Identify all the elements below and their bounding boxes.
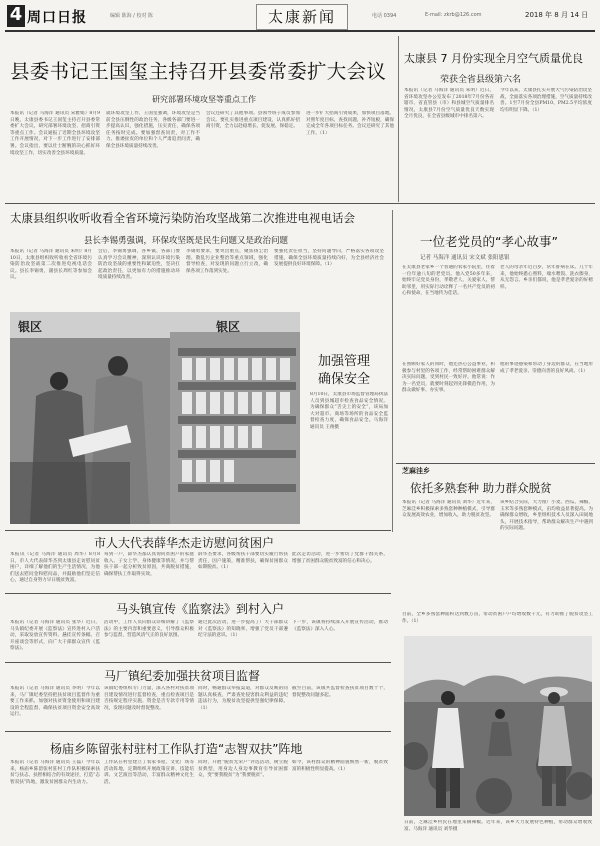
zhishan-kicker: 芝麻洼乡	[402, 467, 430, 475]
mage-body-col-2: 该镇纪委组织专门力量，深入各村对扶贫项目建设情况进行监督检查，重点检查项目是否按规定程序实施、资金是否专款专用等情况，发现问题及时督促整改。	[104, 686, 194, 711]
second-body-col-1: 本报讯（记者 马海洋 通讯员 朱明）8月10日，太康县组织收听收看全省环境污染防治攻坚战第二次推进电视电话会议。县长李锡勇，副县长周红等参加会议。	[10, 249, 92, 281]
store-sign: 银区	[18, 320, 43, 334]
lead-deck: 研究部署环境攻坚等重点工作	[152, 95, 256, 104]
section-rule	[5, 593, 391, 594]
second-body-col-2: 会后，李锡勇强调，各乡镇、各部门要认真学习会议精神，深刻认识环境污染防治攻坚战的重要性和紧迫性，坚决扛起政治责任，以更加有力的措施推动环境质量持续改善。	[98, 249, 180, 281]
mage-headline: 马厂镇纪委加强扶贫项目监督	[104, 669, 261, 683]
side-top-headline: 太康县 7 月份实现全月空气质量优良	[404, 52, 583, 65]
email: E-mail: zkrb@126.com	[425, 12, 482, 18]
matou-body-col-4: 下一步，该镇将持续深入开展宣传活动，推动《监察法》深入人心。	[292, 620, 388, 632]
zhishan-body-col-1: 本报讯（记者 马海洋 通讯员 刘华）近年来，芝麻洼乡积极探索多熟套种种植模式，引导群众发展高效农业，增加收入，助力脱贫攻坚。	[402, 500, 495, 519]
lead-headline: 县委书记王国玺主持召开县委常委扩大会议	[10, 60, 387, 83]
editor-line: 编辑 陈海 / 校对 陈	[110, 13, 154, 19]
side-top-subhead: 荣获全省县级第六名	[440, 75, 522, 85]
mage-body-col-3: 同时，畅通群众举报渠道，对群众反映的问题认真核查，严肃查处侵害群众利益的违纪违法行为，为脱贫攻坚提供坚强纪律保障。（1）	[198, 686, 288, 711]
farm-photo-caption: 日前，芝麻洼乡村民在地里采摘辣椒。近年来，该乡大力发展特色种植，带动群众增收致富。马海洋 通讯员 刘华摄	[404, 820, 592, 832]
second-body-col-3: 李锡勇要求，要突出重点，聚焦扬尘治理、散乱污企业整治等重点领域，强化督导检查，对发现的问题立行立改，确保各项工作落到实处。	[186, 249, 268, 274]
lead-body-col-4: 进一步扩大招商引资成果，加快项目落地。对照年度目标，查找问题，补齐短板，确保完成全年各项目标任务。会议还研究了其他工作。（1）	[306, 111, 394, 136]
party-headline: 一位老党员的“孝心故事”	[420, 234, 558, 249]
feature-title-line-2: 确保安全	[318, 372, 371, 387]
party-body-col-3: 在照顾好家人的同时，他还热心公益事业，积极参与村里的各项工作，经常帮助困难群众解决实际问题，受到村民一致好评。他常说：作为一名党员，就要时刻起到先锋模范作用，为群众做好事、办实事。	[402, 362, 495, 394]
store-sign-2: 银区	[216, 320, 241, 334]
section-rule	[396, 463, 595, 464]
yangmiao-body-col-1: 本报讯（记者 马海洋 通讯员 王磊）今年以来，杨庙乡陈留张村驻村工作队积极探索扶贫与扶志、扶智相结合的有效途径，打造“志智双扶”阵地，激发贫困群众内生动力。	[10, 760, 100, 785]
yangmiao-body-col-3: 同时，开展“脱贫光荣户”评选活动，树立脱贫典型，用身边人身边事教育引导贫困群众，变“要我脱贫”为“我要脱贫”。	[198, 760, 288, 779]
mage-body-col-4: 截至目前，该镇共监督检查扶贫项目数十个，督促整改问题多起。	[292, 686, 388, 698]
party-body-col-1: 在太康县老家乡一个普通的农家小院里，住着一位年逾八旬的老党员。他入党50多年来，始终牢记党员身份，孝敬老人、关爱家人、帮助邻里，用实际行动诠释了一名共产党员的初心和使命，在当地传为佳话。	[402, 265, 495, 297]
yangmiao-body-col-2: 工作队在村里建立了农家书屋、文化广场等活动阵地，定期组织开展政策宣讲、技能培训、文艺演出等活动，丰富群众精神文化生活。	[104, 760, 194, 785]
npc-body-col-2: 每到一户，薛华杰都认真询问贫困户的家庭收入、子女上学、身体健康等情况，并与帮扶干部一起分析致贫原因，共商脱贫措施，确保帮扶工作取得实效。	[104, 552, 194, 577]
side-top-body-col-1: 本报讯（记者 马海洋 通讯员 朱明）近日，省环境攻坚办公室发布了2018年7月份各省辖市、省直管县（市）和县城空气质量排名情况，太康县7月份空气质量优良天数实现全月优良，在全省县级城市中排名第六。	[404, 88, 494, 120]
page-number: 4	[9, 4, 23, 25]
date: 2018 年 8 月 14 日	[525, 11, 589, 19]
section-rule	[396, 203, 595, 204]
lead-body-col-2: 就环境攻坚工作，王国玺强调，环境攻坚是当前全县压倒性的政治任务，各级各部门要进一步提高认识，强化措施，压实责任，确保各项任务按时完成。要加强督查问责，对工作不力、推诿扯皮的单位和个人严肃追责问责，确保全县环境质量持续改善。	[106, 111, 200, 149]
zhishan-body-col-3: 目前，全乡多熟套种面积达到数万亩，带动贫困户户均增收数千元，有力助推了脱贫攻坚工作。（1）	[402, 612, 593, 624]
farm-scene	[404, 636, 592, 816]
farm-photo	[404, 636, 592, 816]
yangmiao-body-col-4: 如今，该村群众的精神面貌焕然一新，脱贫致富的积极性明显提高。（1）	[292, 760, 388, 772]
masthead-rule	[5, 30, 595, 32]
npc-body-col-3: 薛华杰要求，各级帮扶干部要切实履行帮扶责任，因户施策，精准帮扶，确保贫困群众如期脱贫。（1）	[198, 552, 288, 571]
second-body-col-4: 要强化责任担当，坚持问题导向，严格落实各项攻坚措施，确保全县环境质量持续向好，为全县经济社会发展提供良好环境保障。（1）	[274, 249, 384, 268]
second-subhead: 县长李锡勇强调，环保攻坚既是民生问题又是政治问题	[84, 236, 289, 246]
party-body-col-2: 老人的母亲年近百岁，常年卧病在床。几十年来，他始终悉心照料，端水喂饭、洗衣擦身，从无怨言。乡亲们都说，他是孝老爱亲的好榜样。	[500, 265, 593, 290]
matou-body-col-3: 通过此次活动，进一步提高了广大干部群众对《监察法》的知晓率，增强了党员干部遵纪守法的意识。（1）	[198, 620, 288, 639]
npc-body-col-1: 本报讯（记者 马海洋 通讯员 周华）8月8日，市人大代表薛华杰到太康县走访慰问贫困户，详细了解他们的生产生活情况，为他们送去慰问金和慰问品，并鼓励他们坚定信心，通过自身努力早日脱贫致富。	[10, 552, 100, 584]
feature-caption: 8月10日，太康县市场监督管理局执法人员到县城超市检查食品安全情况。为确保群众“舌尖上的安全”，该局加大对超市、商场等场所的食品安全监督检查力度，确保食品安全。马海洋 通讯员 王俊摄	[310, 392, 388, 430]
lead-body-col-1: 本报讯（记者 马海洋 通讯员 宋雅娟）8月9日晚，太康县委书记王国玺主持召开县委常委扩大会议，研究部署环境攻坚、招商引资等重点工作。会议通报了近期全县环境攻坚工作开展情况，对下一步工作进行了安排部署。会议指出，要以壮士断腕的决心抓好环境攻坚工作，切实改善全县环境质量。	[10, 111, 100, 156]
matou-body-col-2: 活动中，工作人员向群众详细讲解了《监察法》的主要内容和重要意义，引导群众积极参与监督，营造风清气正的良好氛围。	[104, 620, 194, 639]
section-rule	[5, 530, 391, 531]
feature-title-line-1: 加强管理	[318, 354, 371, 369]
zhishan-headline: 依托多熟套种 助力群众脱贫	[410, 481, 552, 495]
section-title: 太康新闻	[267, 8, 336, 26]
phone: 电话 0394	[372, 13, 397, 19]
matou-body-col-1: 本报讯（记者 马海洋 通讯员 张华）近日，马头镇纪委开展《监察法》宣传进村入户活动，采取发放宣传资料、悬挂宣传条幅、召开座谈会等形式，向广大干部群众宣传《监察法》。	[10, 620, 100, 652]
party-body-col-4: 他的事迹感染和带动了身边的群众，在当地形成了孝老爱亲、崇德向善的良好风尚。（1）	[500, 362, 593, 374]
zhishan-body-col-2: 该乡结合实际，大力推广小麦、西瓜、辣椒、玉米等多熟套种模式，亩均收益显著提高。为确保群众增收，乡里组织技术人员深入田间地头，开展技术指导，帮助群众解决生产中遇到的实际问题。	[500, 500, 593, 532]
second-headline: 太康县组织收听收看全省环境污染防治攻坚战第二次推进电视电话会	[10, 211, 355, 225]
paper-name: 周口日报	[27, 10, 87, 26]
npc-body-col-4: 此次走访活动，进一步密切了党群干群关系，增强了贫困群众脱贫致富的信心和决心。	[292, 552, 388, 564]
supermarket-photo	[10, 312, 300, 524]
matou-headline: 马头镇宣传《监察法》到村入户	[116, 602, 285, 616]
mage-body-col-1: 本报讯（记者 马海洋 通讯员 李明）今年以来，马厂镇纪委坚持把扶贫项目监督作为重要工作来抓，加强对扶贫资金使用和项目建设的全程监督，确保扶贫项目资金安全高效运行。	[10, 686, 100, 718]
yangmiao-headline: 杨庙乡陈留张村驻村工作队打造“志智双扶”阵地	[50, 742, 303, 756]
column-divider	[398, 36, 399, 202]
column-divider	[392, 210, 393, 532]
party-byline: 记者 马海洋 通讯员 宋文斌 张阳恩银	[420, 255, 510, 261]
npc-headline: 市人大代表薛华杰走访慰问贫困户	[94, 536, 275, 550]
feature-photo	[10, 312, 300, 524]
side-top-body-col-2: 今年以来，太康县扎实开展大气污染防治攻坚战，全面落实各项治理措施，空气质量持续改善。1至7月份全县PM10、PM2.5平均浓度均有明显下降。（1）	[500, 88, 592, 113]
lead-body-col-3: 会议还研究了其他事项。县领导班子成员参加会议。要扎实推进重点项目建设，认真抓好招商引资，全力以赴稳增长、促发展、保稳定。	[206, 111, 300, 130]
section-rule	[5, 662, 391, 663]
section-rule	[5, 731, 391, 732]
